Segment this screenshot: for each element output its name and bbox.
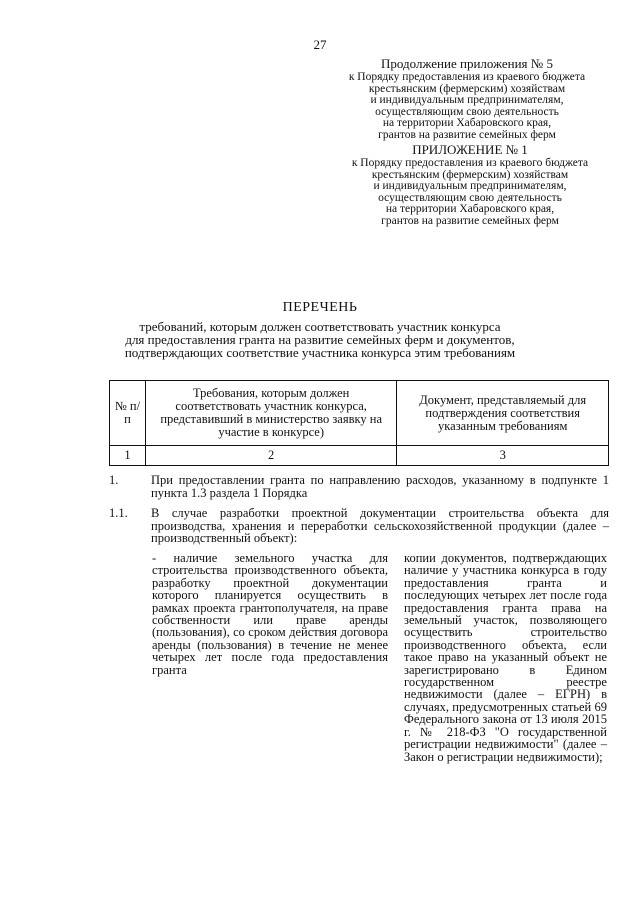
annex-line: крестьянским (фермерским) хозяйствам bbox=[368, 82, 566, 95]
annex-1-header bbox=[325, 142, 615, 227]
section-1-1 bbox=[109, 507, 609, 545]
annex-line: и индивидуальным предпринимателям, bbox=[370, 94, 564, 106]
list-subtitle-line: требований, которым должен соответствовать участник конкурса bbox=[139, 319, 501, 334]
requirement-text: - наличие земельного участка для строительства производственного объекта, разработку проектной документации которого планируется осуществить в рамках проекта грантополучателя, на праве собственности или праве аренды (пользования), со сроком действия договора аренды (пользования) в течение не менее четырех лет после года предоставления гранта bbox=[152, 551, 388, 677]
annex-line: к Порядку предоставления из краевого бюджета bbox=[348, 71, 586, 83]
column-number: 2 bbox=[145, 446, 396, 466]
list-subtitle-line: для предоставления гранта на развитие семейных ферм и документов, bbox=[125, 332, 515, 347]
column-number-row bbox=[110, 446, 609, 466]
section-text: В случае разработки проектной документации строительства объекта для производства, хранения и переработки сельскохозяйственной продукции (далее – производственный объект): bbox=[151, 506, 609, 545]
column-number: 1 bbox=[110, 446, 146, 466]
column-number: 3 bbox=[397, 446, 609, 466]
annex-line: и индивидуальным предпринимателям, bbox=[373, 180, 567, 192]
annex-continuation-title: Продолжение приложения № 5 bbox=[381, 56, 553, 71]
requirements-table bbox=[109, 380, 609, 466]
section-number: 1. bbox=[109, 473, 119, 487]
annex-1-title: ПРИЛОЖЕНИЕ № 1 bbox=[412, 142, 528, 157]
annex-line: осуществляющим свою деятельность bbox=[378, 191, 562, 204]
annex-line: на территории Хабаровского края, bbox=[382, 117, 552, 129]
annex-line: на территории Хабаровского края, bbox=[385, 203, 555, 215]
document-text: копии документов, подтверждающих наличие у участника конкурса в году предоставления гранта и последующих четырех лет после года предоставления гранта права на земельный участок, позволяющего осуществить строительство производственного объекта, если такое право на указанный объект не зарегистрировано в Едином государственном реестре недвижимости (далее – ЕГРН) в случаях, предусмотренных статьей 69 Федерального закона от 13 июля 2015 г. № 218-ФЗ "О государственной регистрации недвижимости" (далее – Закон о регистрации недвижимости); bbox=[404, 551, 607, 764]
list-subtitle bbox=[80, 320, 560, 359]
section-number: 1.1. bbox=[109, 506, 128, 520]
header-requirements: Требования, которым должен соответствовать участник конкурса, представивший в министерство заявку на участие в конкурсе) bbox=[145, 381, 396, 446]
annex-line: осуществляющим свою деятельность bbox=[375, 105, 559, 118]
annex-line: к Порядку предоставления из краевого бюджета bbox=[351, 157, 589, 169]
annex-continuation-header bbox=[322, 56, 612, 141]
annex-line: крестьянским (фермерским) хозяйствам bbox=[371, 168, 569, 181]
list-title: ПЕРЕЧЕНЬ bbox=[282, 300, 358, 315]
page-number: 27 bbox=[313, 37, 327, 52]
annex-line: грантов на развитие семейных ферм bbox=[381, 214, 559, 227]
table-header-row bbox=[110, 381, 609, 446]
annex-line: грантов на развитие семейных ферм bbox=[378, 128, 556, 141]
section-text: При предоставлении гранта по направлению расходов, указанному в подпункте 1 пункта 1.3 раздела 1 Порядка bbox=[151, 473, 609, 500]
header-document: Документ, представляемый для подтверждения соответствия указанным требованиям bbox=[397, 381, 609, 446]
list-subtitle-line: подтверждающих соответствие участника конкурса этим требованиям bbox=[124, 345, 516, 360]
section-1 bbox=[109, 474, 609, 499]
header-number: № п/п bbox=[110, 381, 146, 446]
